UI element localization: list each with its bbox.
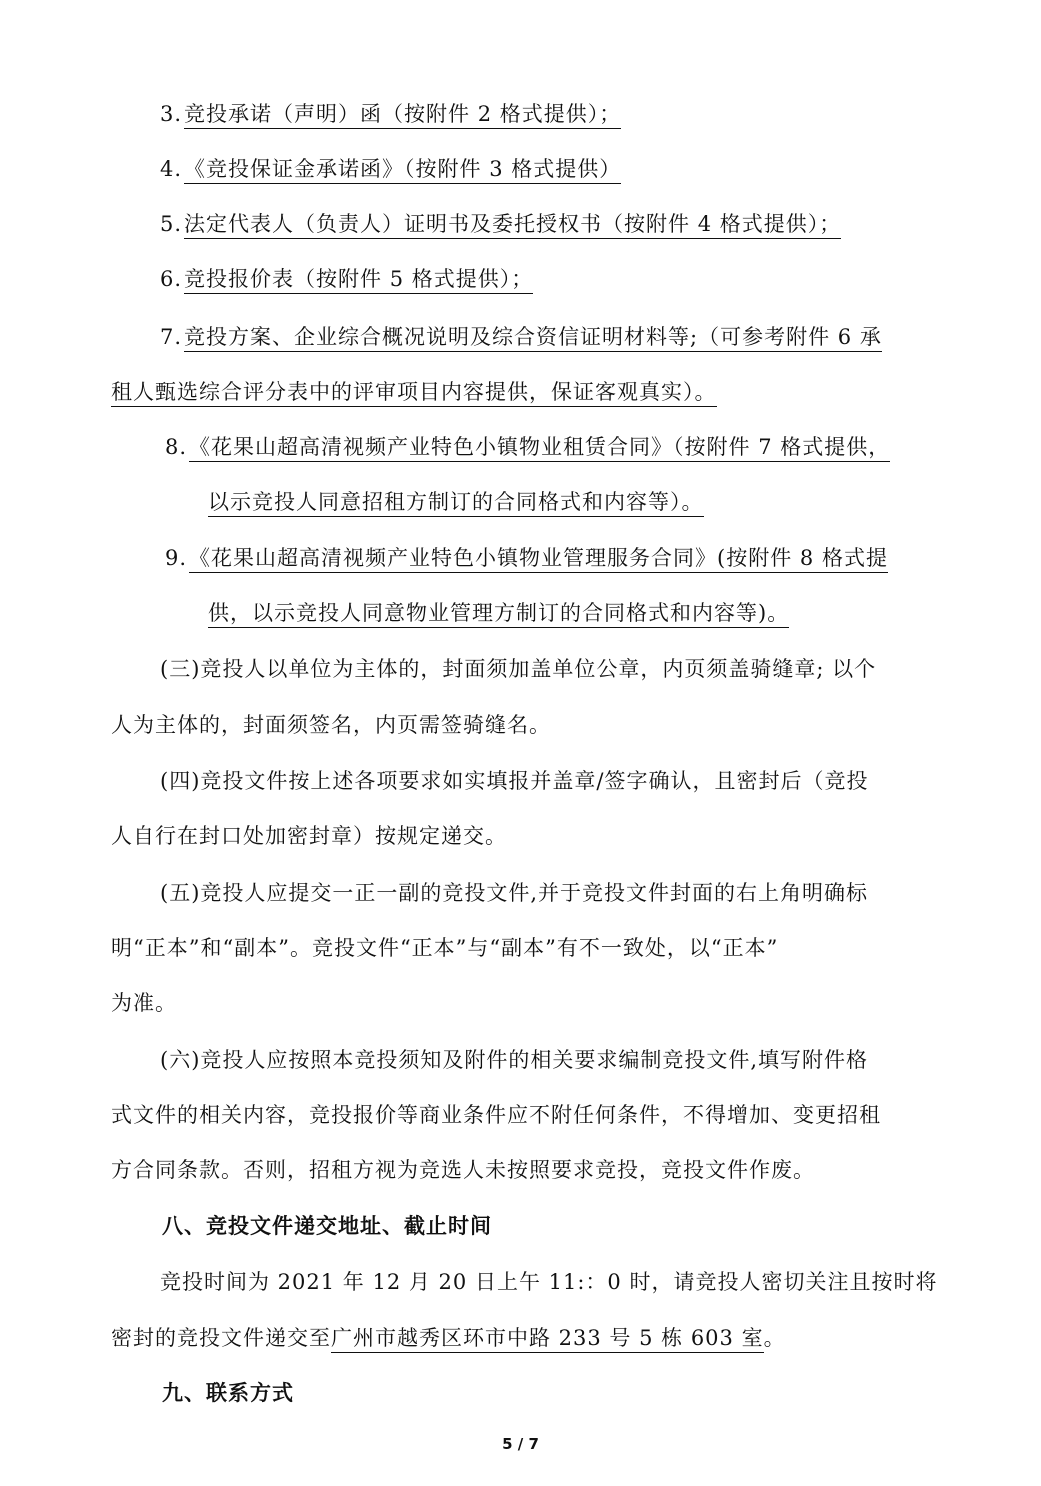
paragraph-3-line-1: (三)竞投人以单位为主体的，封面须加盖单位公章，内页须盖骑缝章; 以个 (160, 657, 877, 681)
item-8-continued (208, 487, 704, 517)
paragraph-5-line-3: 为准。 (111, 991, 177, 1015)
address-prefix: 密封的竞投文件递交至 (111, 1326, 331, 1350)
item-text: 租人甄选综合评分表中的评审项目内容提供，保证客观真实）。 (111, 380, 717, 407)
item-5 (160, 209, 841, 239)
section-8-heading: 八、竞投文件递交地址、截止时间 (162, 1214, 492, 1238)
section-8-line-2 (111, 1323, 786, 1353)
page-number: 5 / 7 (502, 1435, 539, 1453)
item-number: 5. (160, 212, 183, 236)
item-9-continued (208, 598, 789, 628)
item-text: 以示竞投人同意招租方制订的合同格式和内容等）。 (208, 490, 704, 517)
item-8 (165, 432, 890, 462)
item-number: 8. (165, 435, 188, 459)
item-7 (160, 322, 882, 352)
item-number: 3. (160, 102, 183, 126)
paragraph-6-line-3: 方合同条款。否则，招租方视为竞选人未按照要求竞投，竞投文件作废。 (111, 1158, 815, 1182)
item-text: 竞投方案、企业综合概况说明及综合资信证明材料等;（可参考附件 6 承 (184, 325, 882, 352)
item-number: 9. (165, 546, 188, 570)
delivery-address: 广州市越秀区环市中路 233 号 5 栋 603 室 (331, 1326, 764, 1353)
item-number: 4. (160, 157, 183, 181)
item-text: 《花果山超高清视频产业特色小镇物业管理服务合同》(按附件 8 格式提 (189, 546, 888, 573)
paragraph-5-line-1: (五)竞投人应提交一正一副的竞投文件,并于竞投文件封面的右上角明确标 (160, 881, 869, 905)
item-9 (165, 543, 888, 573)
item-3 (160, 99, 621, 129)
item-text: 竞投承诺（声明）函（按附件 2 格式提供）； (184, 102, 621, 129)
paragraph-5-line-2: 明“正本”和“副本”。竞投文件“正本”与“副本”有不一致处，以“正本” (111, 936, 779, 960)
paragraph-6-line-2: 式文件的相关内容，竞投报价等商业条件应不附任何条件，不得增加、变更招租 (111, 1103, 881, 1127)
item-text: 竞投报价表（按附件 5 格式提供）； (184, 267, 533, 294)
section-8-line-1: 竞投时间为 2021 年 12 月 20 日上午 11:：0 时，请竞投人密切关注且按时将 (160, 1270, 938, 1294)
paragraph-3-line-2: 人为主体的，封面须签名，内页需签骑缝名。 (111, 713, 551, 737)
item-4 (160, 154, 621, 184)
item-number: 6. (160, 267, 183, 291)
item-text: 法定代表人（负责人）证明书及委托授权书（按附件 4 格式提供）； (184, 212, 841, 239)
item-7-continued (111, 377, 717, 407)
section-9-heading: 九、联系方式 (162, 1381, 294, 1405)
paragraph-6-line-1: (六)竞投人应按照本竞投须知及附件的相关要求编制竞投文件,填写附件格 (160, 1048, 869, 1072)
item-text: 《竞投保证金承诺函》（按附件 3 格式提供） (184, 157, 621, 184)
item-number: 7. (160, 325, 183, 349)
item-6 (160, 264, 533, 294)
address-suffix: 。 (763, 1326, 786, 1350)
item-text: 供，以示竞投人同意物业管理方制订的合同格式和内容等)。 (208, 601, 789, 628)
paragraph-4-line-1: (四)竞投文件按上述各项要求如实填报并盖章/签字确认，且密封后（竞投 (160, 769, 869, 793)
item-text: 《花果山超高清视频产业特色小镇物业租赁合同》（按附件 7 格式提供， (189, 435, 890, 462)
paragraph-4-line-2: 人自行在封口处加密封章）按规定递交。 (111, 824, 507, 848)
